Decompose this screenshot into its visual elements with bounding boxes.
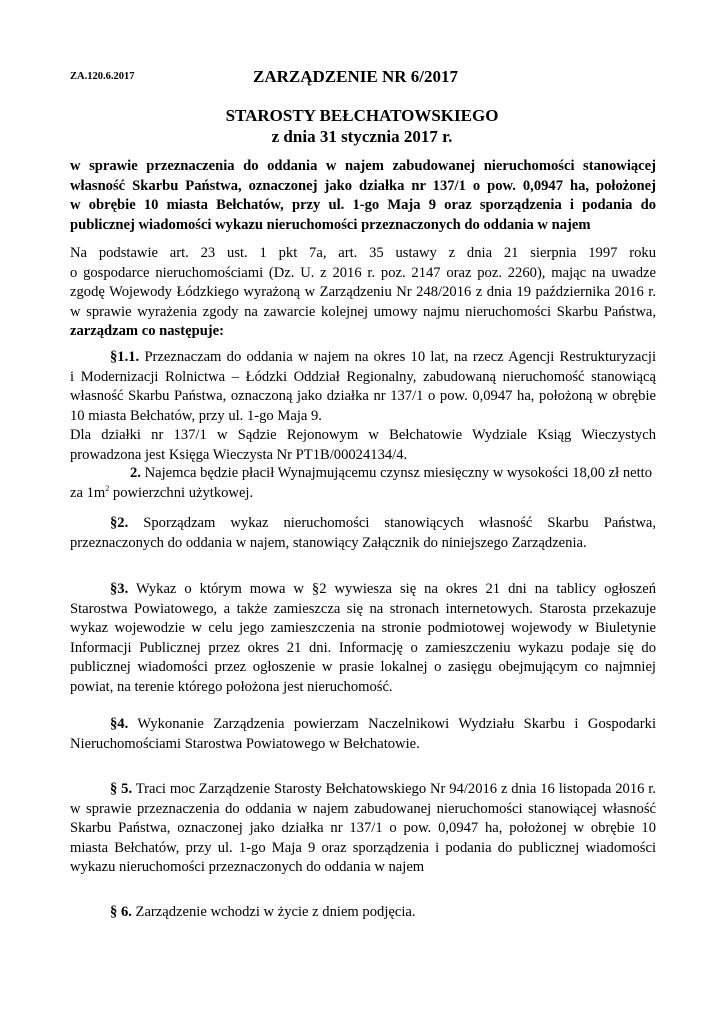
preamble-resolution: zarządzam co następuje: xyxy=(70,323,225,339)
section-line: §2. Sporządzam wykaz nieruchomości stanowiących własność Skarbu Państwa, xyxy=(110,515,656,531)
section-line: § 5. Traci moc Zarządzenie Starosty Bełchatowskiego Nr 94/2016 z dnia 16 listopada 2016 r. xyxy=(110,781,656,797)
issuing-authority: STAROSTY BEŁCHATOWSKIEGO xyxy=(225,106,499,125)
section-line: §3. Wykaz o którym mowa w §2 wywiesza się na okres 21 dni na tablicy ogłoszeń xyxy=(110,581,656,597)
section-line: wykazu nieruchomości przeznaczonych do oddania w najem xyxy=(70,859,425,875)
section-number: §2. xyxy=(110,515,129,531)
section-number: §3. xyxy=(110,581,129,597)
section-line: w sprawie przeznaczenia do oddania w najem zabudowanej nieruchomości stanowiącej własność xyxy=(70,800,656,817)
section-line: 10 miasta Bełchatów, przy ul. 1-go Maja 9. xyxy=(70,407,322,424)
superscript: 2 xyxy=(105,483,110,493)
section-line: miasta Bełchatów, przy ul. 1-go Maja 9 oraz sporządzenia i podania do publicznej wiadomości xyxy=(70,839,656,856)
section-1-1 xyxy=(70,348,656,465)
section-4 xyxy=(70,715,656,754)
section-number: §4. xyxy=(110,716,129,732)
section-line: prowadzona jest Księga Wieczysta Nr PT1B/00024134/4. xyxy=(70,446,408,463)
preamble-line: o gospodarce nieruchomościami (Dz. U. z 2016 r. poz. 2147 oraz poz. 2260), mając na uwadze xyxy=(70,264,656,281)
section-line: i Modernizacji Rolnictwa – Łódzki Oddział Regionalny, zabudowaną nieruchomość stanowiącą xyxy=(70,368,656,385)
section-line: Nieruchomościami Starostwa Powiatowego w Bełchatowie. xyxy=(70,735,420,752)
subject-line: w obrębie 10 miasta Bełchatów, przy ul. 1-go Maja 9 oraz sporządzenia i podania do xyxy=(70,197,656,213)
section-2 xyxy=(70,514,656,553)
section-5 xyxy=(70,780,656,878)
preamble-block xyxy=(70,244,656,342)
section-line: §4. Wykonanie Zarządzenia powierzam Naczelnikowi Wydziału Skarbu i Gospodarki xyxy=(110,716,656,732)
section-number: 2. xyxy=(130,465,141,481)
section-line: Dla działki nr 137/1 w Sądzie Rejonowym w Bełchatowie Wydziale Ksiąg Wieczystych xyxy=(70,427,656,443)
section-number: § 5. xyxy=(110,781,133,797)
section-line: § 6. Zarządzenie wchodzi w życie z dniem podjęcia. xyxy=(110,904,416,920)
preamble-line: Na podstawie art. 23 ust. 1 pkt 7a, art. 35 ustawy z dnia 21 sierpnia 1997 roku xyxy=(70,245,656,261)
section-3 xyxy=(70,580,656,697)
section-1-2 xyxy=(70,464,656,503)
section-number: § 6. xyxy=(110,904,132,920)
section-line: §1.1. Przeznaczam do oddania w najem na okres 10 lat, na rzecz Agencji Restrukturyzacji xyxy=(110,349,656,365)
section-line: Skarbu Państwa, oznaczonej jako działka nr 137/1 o pow. 0,0947 ha, położonej w obrębie 10 xyxy=(70,820,656,836)
section-6 xyxy=(70,903,656,923)
section-line: Starostwa Powiatowego, a także zamieszcza się na stronach internetowych. Starosta przekazuje xyxy=(70,600,656,617)
section-line: publicznej wiadomości przez ogłoszenie w prasie lokalnej o zasięgu obejmującym co najmniej xyxy=(70,659,656,675)
preamble-line: zgodę Wojewody Łódzkiego wyrażoną w Zarządzeniu Nr 248/2016 z dnia 19 października 2016 r. xyxy=(70,284,656,300)
section-line: przeznaczonych do oddania w najem, stanowiący Załącznik do niniejszego Zarządzenia. xyxy=(70,534,587,551)
document-title: ZARZĄDZENIE NR 6/2017 xyxy=(253,67,458,86)
section-line: wykaz wojewodzie w celu jego zamieszczenia na stronie podmiotowej wojewody w Biuletynie xyxy=(70,620,656,636)
section-line: powiat, na terenie którego położona jest nieruchomość. xyxy=(70,678,393,695)
subject-line: w sprawie przeznaczenia do oddania w najem zabudowanej nieruchomości stanowiącej xyxy=(70,158,656,174)
section-line: 2. Najemca będzie płacił Wynajmującemu czynsz miesięczny w wysokości 18,00 zł netto xyxy=(130,465,653,481)
subject-block xyxy=(70,157,656,235)
document-date: z dnia 31 stycznia 2017 r. xyxy=(271,127,453,146)
section-line: Informacji Publicznej przez okres 21 dni. Informację o zamieszczeniu wykazu podaje się do xyxy=(70,639,656,656)
preamble-line: w sprawie wyrażenia zgody na zawarcie kolejnej umowy najmu nieruchomości Skarbu Państwa, xyxy=(70,303,656,320)
subject-line: publicznej wiadomości wykazu nieruchomości przeznaczonych do oddania w najem xyxy=(70,216,591,233)
subject-line: własność Skarbu Państwa, oznaczonej jako działka nr 137/1 o pow. 0,0947 ha, położonej xyxy=(70,177,656,194)
section-line: własność Skarbu Państwa, oznaczoną jako działka nr 137/1 o pow. 0,0947 ha, położoną w obrębie xyxy=(70,388,656,404)
reference-number: ZA.120.6.2017 xyxy=(70,71,135,82)
section-line: za $1m^2$ powierzchni użytkowej. xyxy=(70,483,254,501)
section-number: §1.1. xyxy=(110,349,140,365)
